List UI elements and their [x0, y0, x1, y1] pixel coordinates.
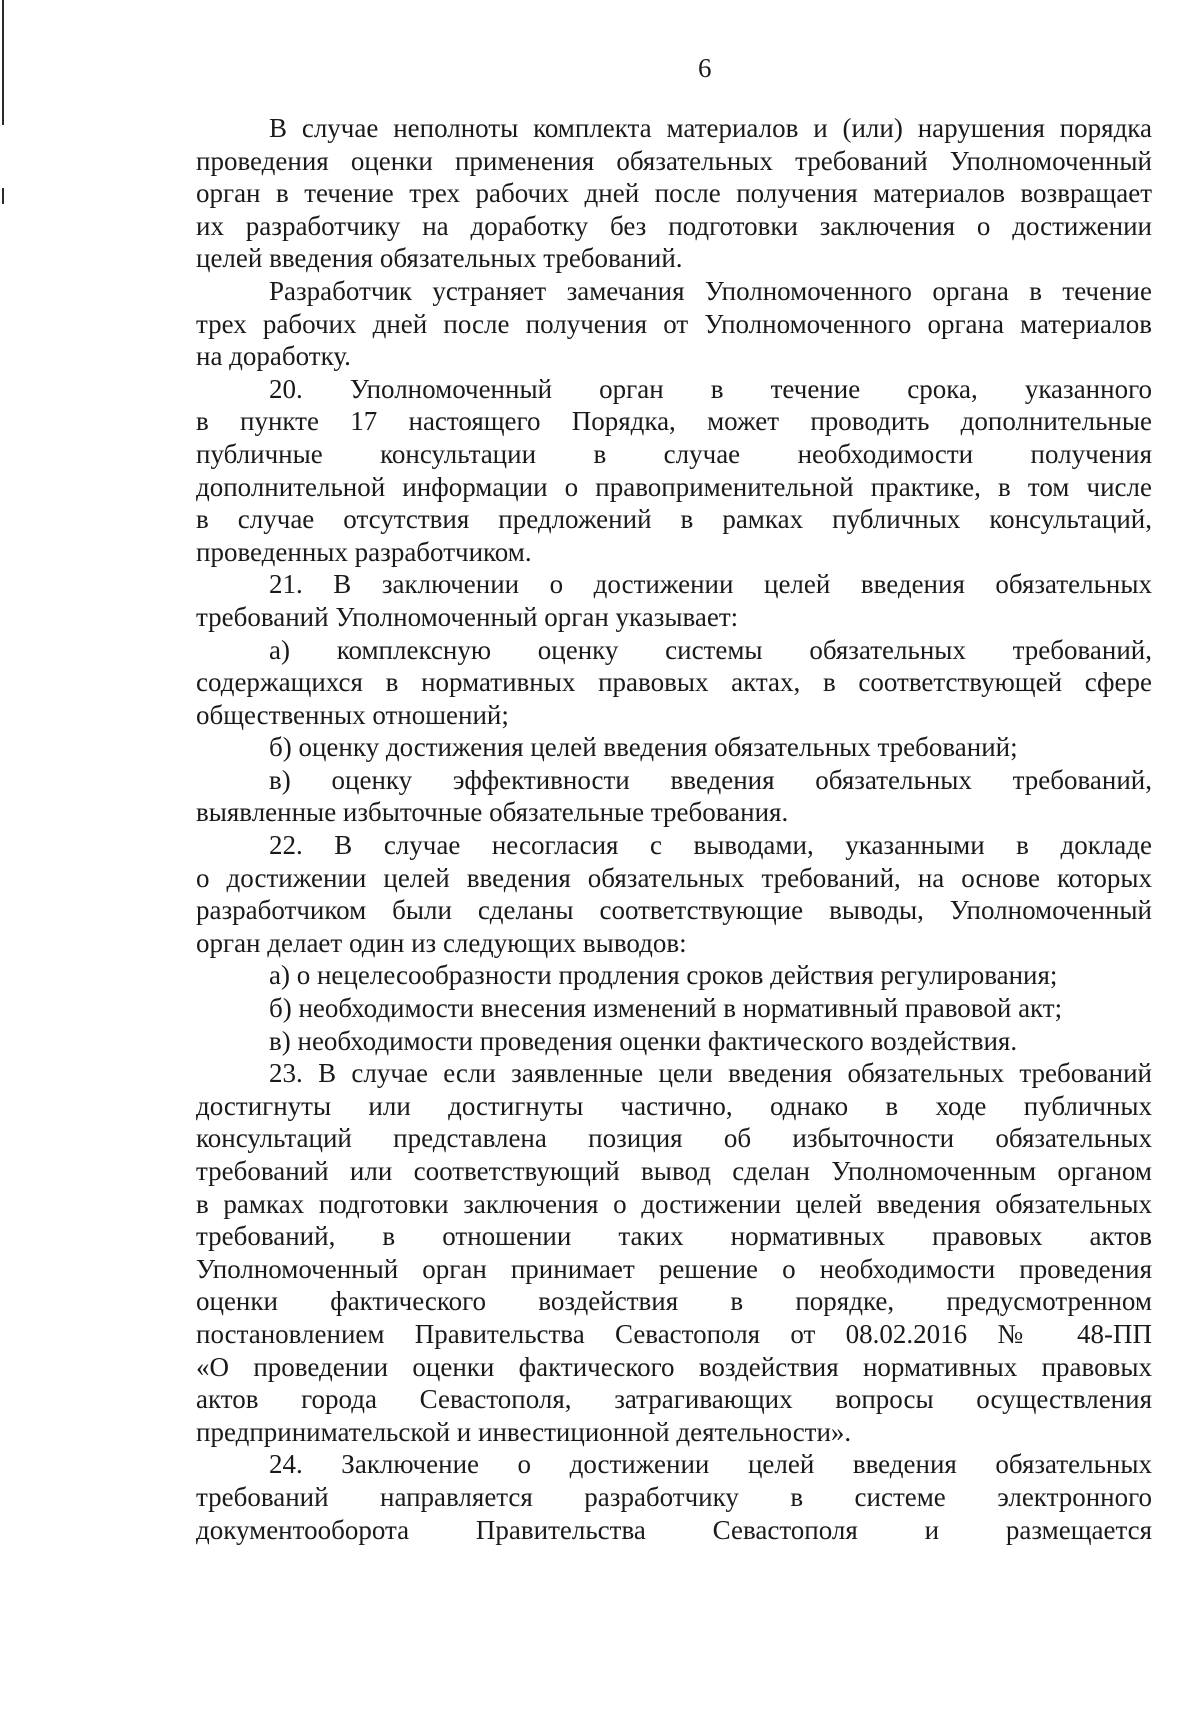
- scan-edge-mark: [2, 0, 4, 125]
- text-line: в случае отсутствия предложений в рамках публичных консультаций,: [196, 504, 1152, 535]
- text-line: «О проведении оценки фактического воздействия нормативных правовых: [196, 1351, 1152, 1382]
- text-line: 24. Заключение о достижении целей введения обязательных: [269, 1449, 1152, 1480]
- text-line: целей введения обязательных требований.: [196, 243, 683, 274]
- text-line: содержащихся в нормативных правовых актах, в соответствующей сфере: [196, 667, 1152, 698]
- text-line: 21. В заключении о достижении целей введения обязательных: [269, 569, 1152, 600]
- text-line: В случае неполноты комплекта материалов и (или) нарушения порядка: [269, 113, 1152, 143]
- text-line: оценки фактического воздействия в порядке, предусмотренном: [196, 1286, 1152, 1317]
- text-line: Разработчик устраняет замечания Уполномоченного органа в течение: [269, 275, 1152, 306]
- text-line: достигнуты или достигнуты частично, однако в ходе публичных: [196, 1090, 1152, 1121]
- text-line: проведения оценки применения обязательных требований Уполномоченный: [196, 145, 1152, 176]
- text-line: документооборота Правительства Севастополя и размещается: [196, 1514, 1152, 1545]
- text-line: б) необходимости внесения изменений в нормативный правовой акт;: [269, 993, 1063, 1024]
- text-line: Уполномоченный орган принимает решение о необходимости проведения: [196, 1253, 1152, 1284]
- text-line: требований направляется разработчику в системе электронного: [196, 1481, 1152, 1512]
- text-line: разработчиком были сделаны соответствующие выводы, Уполномоченный: [196, 895, 1152, 926]
- text-line: 23. В случае если заявленные цели введения обязательных требований: [269, 1058, 1152, 1089]
- text-line: орган делает один из следующих выводов:: [196, 927, 687, 958]
- text-line: в пункте 17 настоящего Порядка, может проводить дополнительные: [196, 406, 1152, 437]
- text-line: в) необходимости проведения оценки фактического воздействия.: [269, 1025, 1018, 1056]
- text-line: о достижении целей введения обязательных требований, на основе которых: [196, 862, 1152, 893]
- text-line: выявленные избыточные обязательные требования.: [196, 797, 789, 828]
- scan-edge-mark: [2, 188, 4, 204]
- page-number: 6: [698, 53, 712, 83]
- text-line: публичные консультации в случае необходимости получения: [196, 438, 1152, 469]
- text-line: 20. Уполномоченный орган в течение срока, указанного: [269, 373, 1152, 404]
- text-line: на доработку.: [196, 341, 351, 372]
- text-line: орган в течение трех рабочих дней после получения материалов возвращает: [196, 178, 1152, 209]
- text-line: постановлением Правительства Севастополя от 08.02.2016 № 48-ПП: [196, 1318, 1152, 1349]
- text-line: а) комплексную оценку системы обязательных требований,: [269, 634, 1152, 665]
- text-line: трех рабочих дней после получения от Уполномоченного органа материалов: [196, 308, 1152, 339]
- text-line: консультаций представлена позиция об избыточности обязательных: [196, 1123, 1152, 1154]
- text-line: б) оценку достижения целей введения обязательных требований;: [269, 732, 1018, 763]
- text-line: предпринимательской и инвестиционной деятельности».: [196, 1416, 852, 1447]
- text-line: а) о нецелесообразности продления сроков действия регулирования;: [269, 960, 1058, 991]
- text-line: в рамках подготовки заключения о достижении целей введения обязательных: [196, 1188, 1152, 1219]
- text-line: актов города Севастополя, затрагивающих вопросы осуществления: [196, 1384, 1152, 1415]
- text-line: 22. В случае несогласия с выводами, указанными в докладе: [269, 830, 1152, 861]
- text-line: проведенных разработчиком.: [196, 536, 532, 567]
- document-body: [196, 112, 1152, 1546]
- text-line: их разработчику на доработку без подготовки заключения о достижении: [196, 210, 1152, 241]
- text-line: требований, в отношении таких нормативных правовых актов: [196, 1221, 1152, 1252]
- text-line: дополнительной информации о правоприменительной практике, в том числе: [196, 471, 1152, 502]
- text-line: в) оценку эффективности введения обязательных требований,: [269, 764, 1152, 795]
- text-line: общественных отношений;: [196, 699, 509, 730]
- text-line: требований Уполномоченный орган указывает:: [196, 601, 739, 632]
- text-line: требований или соответствующий вывод сделан Уполномоченным органом: [196, 1156, 1152, 1186]
